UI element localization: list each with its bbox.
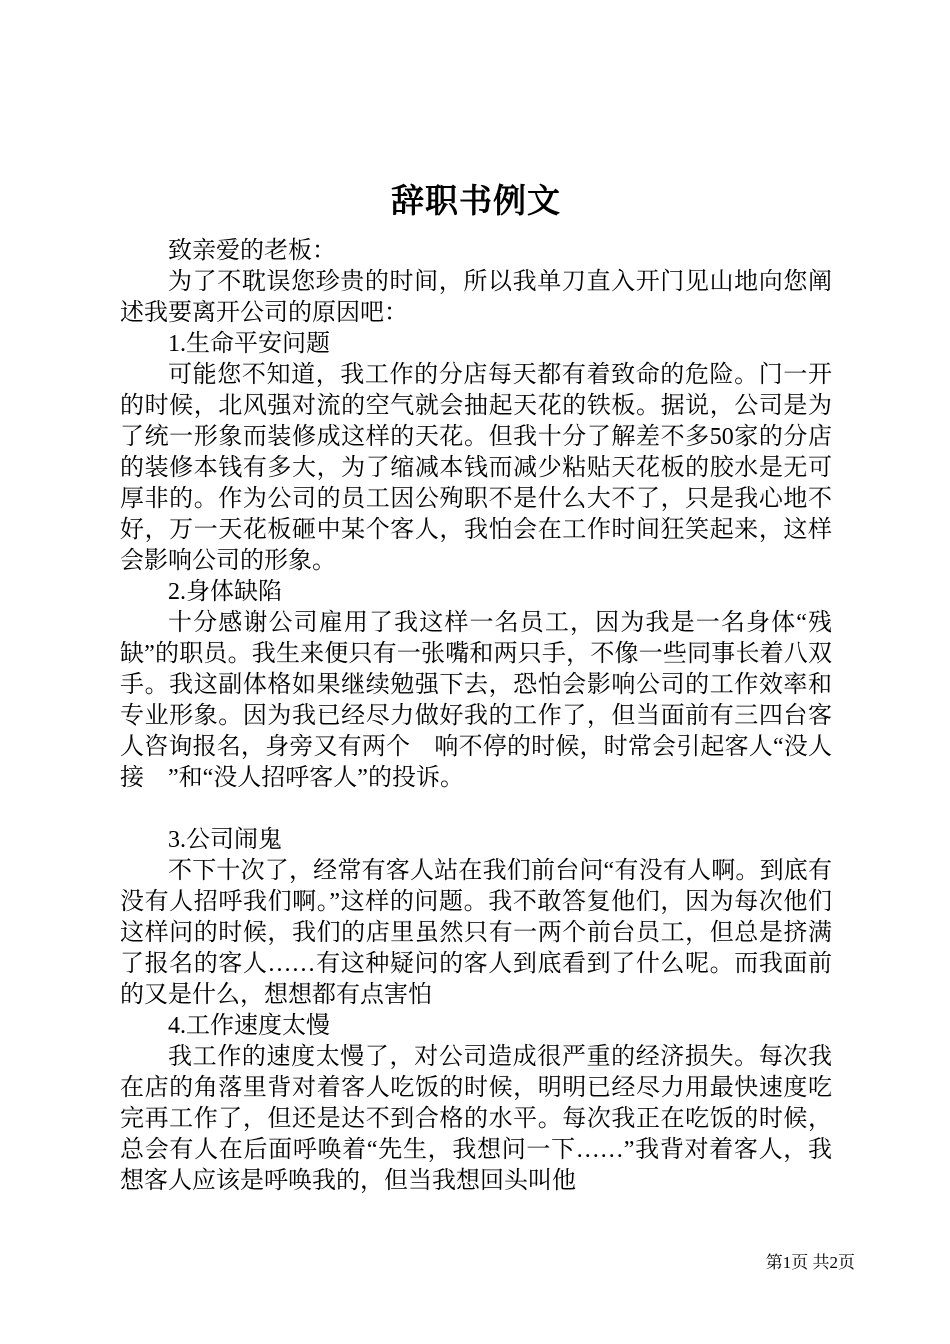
paragraph: 十分感谢公司雇用了我这样一名员工，因为我是一名身体“残缺”的职员。我生来便只有一张嘴和两只手，不像一些同事长着八双手。我这副体格如果继续勉强下去，恐怕会影响公司的工作效率和专业形象。因为我已经尽力做好我的工作了，但当面前有三四台客人咨询报名，身旁又有两个 响不停的时候，时常会引起客人“没人接 ”和“没人招呼客人”的投诉。	[120, 610, 832, 791]
paragraph: 我工作的速度太慢了，对公司造成很严重的经济损失。每次我在店的角落里背对着客人吃饭的时候，明明已经尽力用最快速度吃完再工作了，但还是达不到合格的水平。每次我正在吃饭的时候，总会有人在后面呼唤着“先生，我想问一下……”我背对着客人，我想客人应该是呼唤我的，但当我想回头叫他	[120, 1044, 832, 1194]
paragraph: 3.公司闹鬼	[168, 827, 282, 853]
page-number-footer: 第1页 共2页	[765, 1253, 855, 1272]
document-content	[120, 180, 832, 1197]
paragraph: 1.生命平安问题	[168, 331, 330, 357]
paragraph: 4.工作速度太慢	[168, 1013, 330, 1039]
paragraph: 致亲爱的老板：	[168, 238, 336, 264]
blank-line	[120, 794, 832, 825]
document-title: 辞职书例文	[391, 184, 561, 220]
paragraph: 不下十次了，经常有客人站在我们前台问“有没有人啊。到底有没有人招呼我们啊。”这样的问题。我不敢答复他们，因为每次他们这样问的时候，我们的店里虽然只有一两个前台员工，但总是挤满了报名的客人……有这种疑问的客人到底看到了什么呢。而我面前的又是什么，想想都有点害怕	[120, 858, 832, 1008]
document-body	[120, 236, 832, 1197]
paragraph: 为了不耽误您珍贵的时间，所以我单刀直入开门见山地向您阐述我要离开公司的原因吧：	[120, 269, 832, 326]
paragraph: 可能您不知道，我工作的分店每天都有着致命的危险。门一开的时候，北风强对流的空气就会抽起天花的铁板。据说，公司是为了统一形象而装修成这样的天花。但我十分了解差不多50家的分店的装修本钱有多大，为了缩减本钱而减少粘贴天花板的胶水是无可厚非的。作为公司的员工因公殉职不是什么大不了，只是我心地不好，万一天花板砸中某个客人，我怕会在工作时间狂笑起来，这样会影响公司的形象。	[120, 362, 832, 574]
paragraph: 2.身体缺陷	[168, 579, 282, 605]
